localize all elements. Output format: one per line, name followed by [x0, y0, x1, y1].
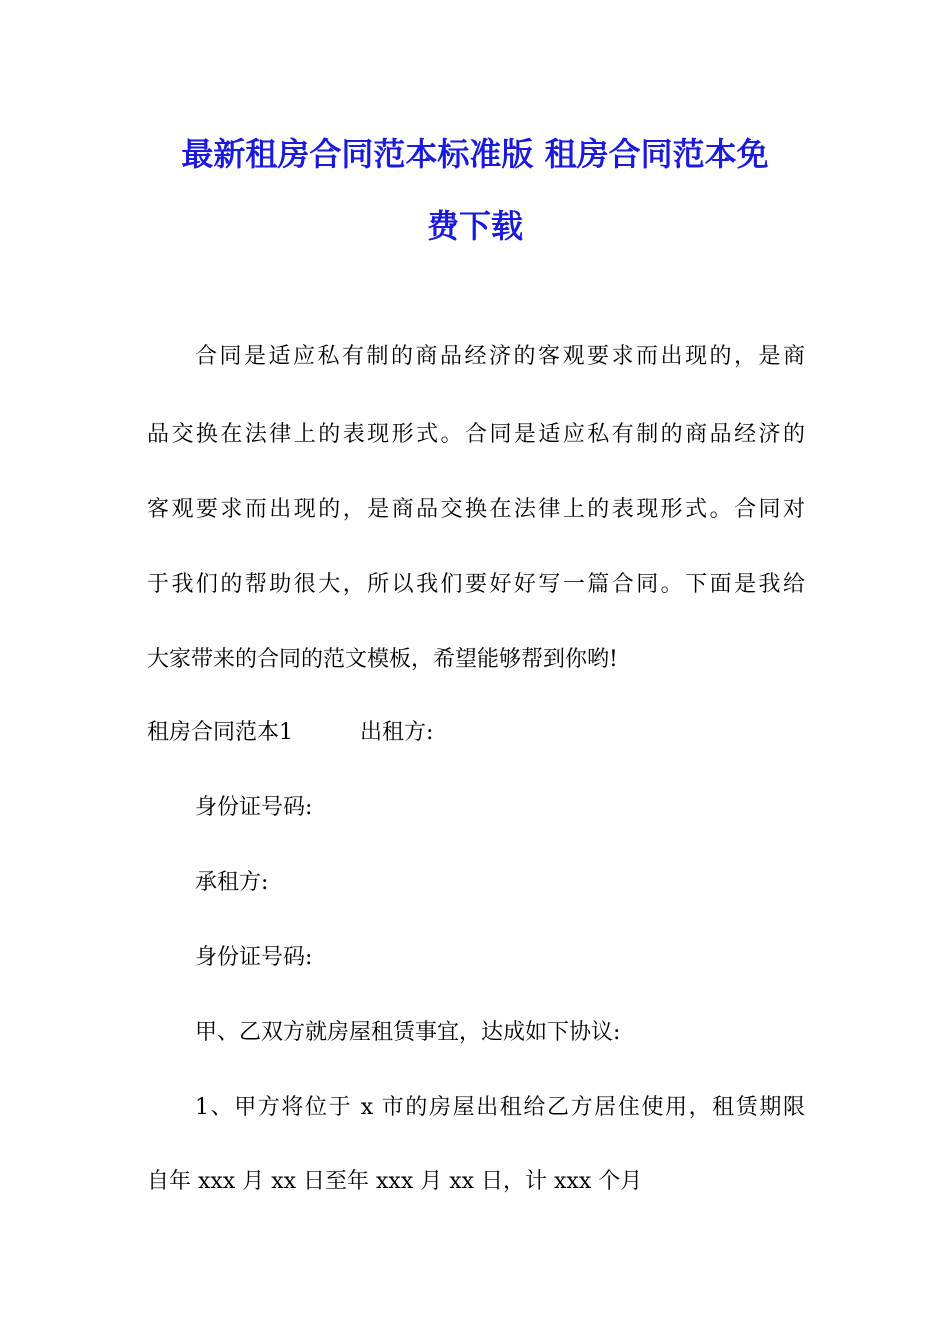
intro-paragraph-line-3: 客观要求而出现的，是商品交换在法律上的表现形式。合同对 [147, 497, 805, 522]
intro-paragraph-line-1: 合同是适应私有制的商品经济的客观要求而出现的，是商 [195, 344, 805, 369]
lessee-id-number-label: 身份证号码: [195, 945, 313, 970]
intro-paragraph-line-5: 大家带来的合同的范文模板，希望能够帮到你哟! [147, 647, 618, 672]
sample-label: 租房合同范本1 [147, 720, 293, 745]
clause-1-line-2: 自年 xxx 月 xx 日至年 xxx 月 xx 日，计 xxx 个月 [147, 1169, 643, 1194]
clause-1-line-1: 1、甲方将位于 x 市的房屋出租给乙方居住使用，租赁期限 [195, 1095, 805, 1120]
lessee-label: 承租方: [195, 870, 269, 895]
document-title-line-1: 最新租房合同范本标准版 租房合同范本免 [181, 135, 769, 173]
lessor-label: 出租方: [360, 720, 434, 745]
lessor-id-number-label: 身份证号码: [195, 795, 313, 820]
sample-heading-row [147, 718, 433, 748]
agreement-intro: 甲、乙双方就房屋租赁事宜，达成如下协议: [195, 1020, 621, 1045]
document-title-line-2: 费下载 [426, 207, 523, 245]
intro-paragraph-line-2: 品交换在法律上的表现形式。合同是适应私有制的商品经济的 [147, 422, 805, 447]
intro-paragraph-line-4: 于我们的帮助很大，所以我们要好好写一篇合同。下面是我给 [147, 572, 805, 597]
